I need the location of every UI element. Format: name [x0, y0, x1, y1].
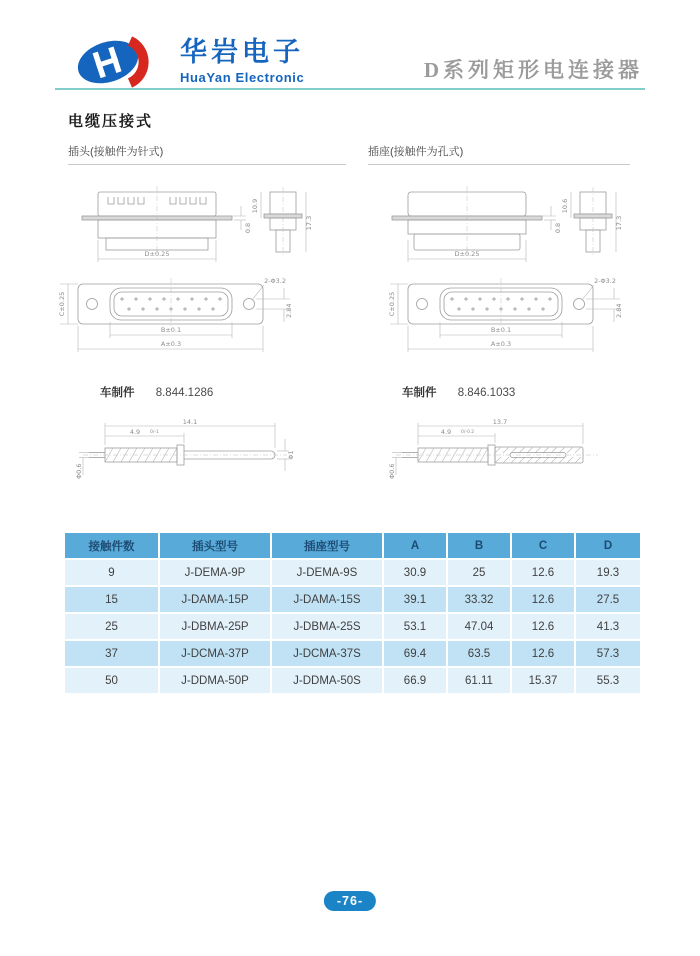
brand-name-cn: 华岩电子 [180, 37, 304, 67]
table-header-cell: A [384, 533, 448, 560]
dim-a-label: A±0.3 [490, 340, 512, 348]
dim-holes-label: 2-Φ3.2 [594, 277, 616, 285]
dim-width-label: D±0.25 [144, 250, 170, 258]
plug-column-label: 插头(接触件为针式) [68, 143, 346, 165]
table-cell: 69.4 [384, 641, 448, 668]
table-row [65, 560, 640, 587]
table-cell: J-DCMA-37P [160, 641, 272, 668]
dim-width-label: D±0.25 [454, 250, 480, 258]
dim-b-label: B±0.1 [160, 326, 182, 334]
table-cell: 63.5 [448, 641, 512, 668]
dim-flange-label: 0.8 [244, 222, 252, 234]
socket-front-outline [408, 278, 593, 328]
table-cell: 39.1 [384, 587, 448, 614]
table-cell: 15.37 [512, 668, 576, 695]
table-header-cell: C [512, 533, 576, 560]
table-cell: 9 [65, 560, 160, 587]
header-rule [55, 88, 645, 90]
socket-side-view-drawing [388, 182, 623, 272]
dim-flange-label: 0.8 [554, 222, 562, 234]
dim-pitch-label: 2.84 [285, 303, 293, 318]
dim-c-label: C±0.25 [58, 291, 66, 317]
table-cell: 55.3 [576, 668, 640, 695]
socket-part-row [402, 384, 515, 400]
table-cell: J-DDMA-50P [160, 668, 272, 695]
huayan-logo [66, 33, 170, 91]
table-header-cell: 插头型号 [160, 533, 272, 560]
table-cell: J-DDMA-50S [272, 668, 384, 695]
socket-side-outline [392, 186, 612, 256]
table-cell: 15 [65, 587, 160, 614]
table-cell: 66.9 [384, 668, 448, 695]
brand-name-en: HuaYan Electronic [180, 70, 305, 85]
table-cell: 53.1 [384, 614, 448, 641]
pin-contact-dimensions [75, 418, 295, 479]
part-number: 8.844.1286 [155, 387, 214, 399]
table-cell: J-DEMA-9S [272, 560, 384, 587]
dim-holes-label: 2-Φ3.2 [264, 277, 286, 285]
table-cell: 50 [65, 668, 160, 695]
table-cell: 61.11 [448, 668, 512, 695]
table-cell: 30.9 [384, 560, 448, 587]
table-cell: J-DBMA-25P [160, 614, 272, 641]
table-row [65, 587, 640, 614]
table-cell: 12.6 [512, 560, 576, 587]
table-cell: 41.3 [576, 614, 640, 641]
doc-title: D系列矩形电连接器 [423, 58, 643, 82]
dim-length-label: 14.1 [182, 418, 198, 426]
brand-text [180, 39, 304, 85]
pin-contact-drawing [75, 415, 300, 485]
table-cell: 12.6 [512, 587, 576, 614]
table-row [65, 641, 640, 668]
dim-wire-diameter-label: Φ0.6 [388, 463, 396, 479]
dim-total-height-label: 17.3 [615, 215, 623, 231]
table-cell: 57.3 [576, 641, 640, 668]
part-type-label: 车制件 [100, 387, 135, 399]
table-cell: 12.6 [512, 641, 576, 668]
table-header-cell: 插座型号 [272, 533, 384, 560]
table-cell: J-DBMA-25S [272, 614, 384, 641]
dim-crimp-label: 4.9 [440, 428, 452, 436]
socket-side-dimensions [408, 192, 623, 262]
table-header-cell: D [576, 533, 640, 560]
dim-c-label: C±0.25 [388, 291, 396, 317]
socket-column-label: 插座(接触件为孔式) [368, 143, 630, 165]
dim-crimp-label: 4.9 [129, 428, 141, 436]
table-row [65, 668, 640, 695]
table-cell: 25 [65, 614, 160, 641]
plug-side-dimensions [98, 192, 313, 262]
table-cell: 47.04 [448, 614, 512, 641]
table-row [65, 614, 640, 641]
dim-crimp-tolerance: 0/-1 [150, 430, 159, 435]
dim-a-label: A±0.3 [160, 340, 182, 348]
dim-body-height-label: 10.6 [561, 198, 569, 214]
plug-front-outline [78, 278, 263, 328]
table-cell: J-DCMA-37S [272, 641, 384, 668]
part-type-label: 车制件 [402, 387, 437, 399]
plug-side-view-drawing [78, 182, 313, 272]
table-header-row [65, 533, 640, 560]
socket-contact-dimensions [388, 418, 583, 479]
plug-side-outline [82, 186, 302, 256]
table-cell: J-DAMA-15S [272, 587, 384, 614]
dim-b-label: B±0.1 [490, 326, 512, 334]
section-title: 电缆压接式 [68, 113, 154, 130]
table-header-cell: 接触件数 [65, 533, 160, 560]
table-cell: 19.3 [576, 560, 640, 587]
plug-part-row [100, 384, 213, 400]
table-cell: J-DAMA-15P [160, 587, 272, 614]
dim-crimp-tolerance: 0/-0.2 [461, 430, 475, 435]
table-header-cell: B [448, 533, 512, 560]
table-cell: J-DEMA-9P [160, 560, 272, 587]
table-cell: 25 [448, 560, 512, 587]
dim-length-label: 13.7 [492, 418, 508, 426]
socket-front-view-drawing [388, 276, 633, 361]
table-cell: 12.6 [512, 614, 576, 641]
dim-total-height-label: 17.3 [305, 215, 313, 231]
table-cell: 27.5 [576, 587, 640, 614]
socket-contact-outline [396, 445, 598, 465]
pin-contact-outline [83, 445, 287, 465]
dim-body-height-label: 10.9 [251, 198, 259, 214]
socket-contact-drawing [388, 415, 613, 485]
dim-pin-diameter-label: Φ1 [287, 450, 295, 460]
table-cell: 37 [65, 641, 160, 668]
part-number: 8.846.1033 [457, 387, 516, 399]
dim-wire-diameter-label: Φ0.6 [75, 463, 83, 479]
plug-front-view-drawing [58, 276, 303, 361]
dim-pitch-label: 2.84 [615, 303, 623, 318]
page-number-badge: -76- [324, 891, 376, 911]
dimension-table [65, 533, 640, 695]
table-cell: 33.32 [448, 587, 512, 614]
